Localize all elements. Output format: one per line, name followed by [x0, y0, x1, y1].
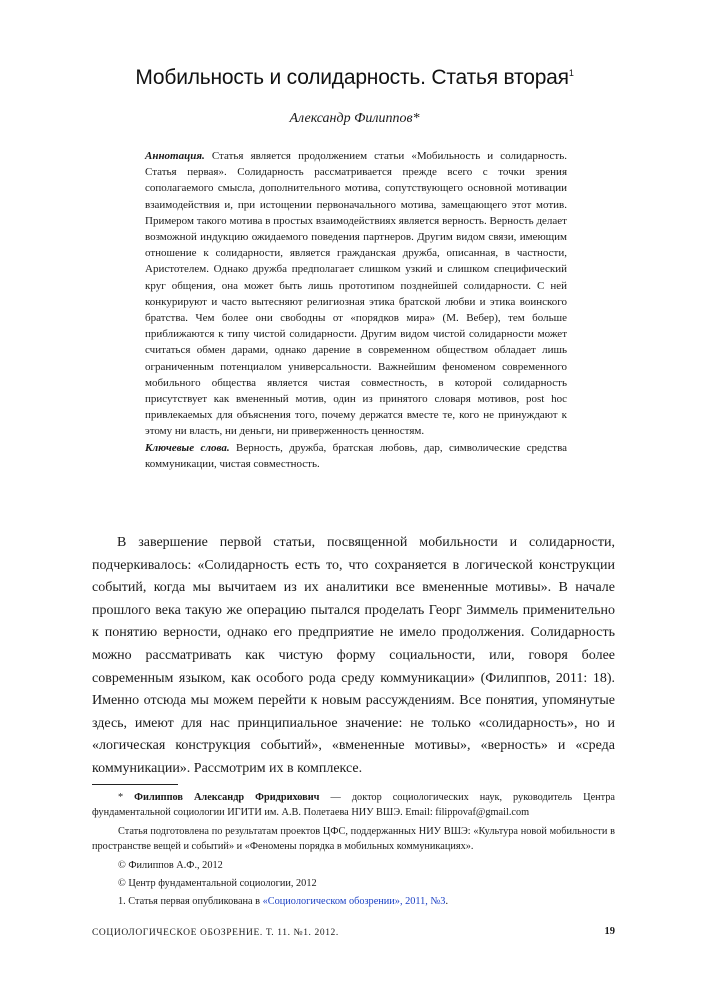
keywords-text: Верность, дружба, братская любовь, дар, символические средства коммуникации, чистая совместность. — [145, 441, 567, 470]
keywords-label: Ключевые слова. — [145, 441, 230, 454]
footnote-1-suffix: . — [445, 896, 449, 908]
footnote-author — [92, 790, 615, 821]
abstract-text: Статья является продолжением статьи «Мобильность и солидарность. Статья первая». Солидарность рассматривается прежде всего с точки зрения сополагаемого смысла, дополнительного мотива, сопутствующего основной мотивации взаимодействия и, при истощении первоначального мотива, замещающего этот мотив. Примером такого мотива в простых взаимодействиях является верность. Верность делает возможной индукцию ожидаемого поведения партнеров. Другим видом связи, имеющим отношение к солидарности, является гражданская дружба, описанная, в частности, Аристотелем. Однако дружба предполагает слишком узкий и слишком специфический круг общения, она может быть лишь прототипом позднейшей солидарности. С ней конкурируют и часто вытесняют религиозная этика братской любви и этика воинского братства. Чем более они свободны от «порядков мира» (М. Вебер), тем больше приближаются к типу чистой солидарности. Другим видом чистой солидарности может считаться обмен дарами, однако дарение в современном обществом обладает лишь ограниченным потенциалом универсальности. Важнейшим феноменом современного мобильного общества является чистая совместность, в которой солидарность присутствует как вмененный мотив, один из принятого словаря мотивов, post hoc привлекаемых для объяснения того, почему держатся вместе те, кого не принуждают к этому ни власть, ни деньги, ни приверженность ценностям. — [145, 150, 567, 438]
footnote-funding: Статья подготовлена по результатам проектов ЦФС, поддержанных НИУ ВШЭ: «Культура новой мобильности в пространстве вещей и событий» и «Феномены порядка в мобильных коммуникациях». — [92, 825, 615, 853]
footnote-separator — [92, 784, 178, 785]
footnote-author-name: Филиппов Александр Фридрихович — [134, 792, 320, 803]
abstract — [145, 148, 567, 472]
body-text — [92, 532, 615, 781]
title-footnote-mark[interactable]: 1 — [568, 68, 574, 78]
title-text: Мобильность и солидарность. Статья вторая — [135, 66, 569, 89]
footnote-1-prefix: 1. Статья первая опубликована в — [118, 896, 263, 908]
footnote-1-link[interactable]: «Социологическом обозрении», 2011, №3 — [262, 896, 446, 908]
footnote-author-info: — доктор социологических наук, руководитель Центра фундаментальной социологии ИГИТИ им. А.В. Полетаева НИУ ВШЭ. Email: filippovaf@gmail.com — [92, 792, 616, 819]
footnote-1 — [92, 894, 615, 909]
page-number: 19 — [604, 926, 615, 937]
footnote-copyright-author: © Филиппов А.Ф., 2012 — [118, 859, 223, 871]
abstract-label: Аннотация. — [145, 150, 205, 162]
page-title — [90, 66, 619, 90]
footnote-copyright-center: © Центр фундаментальной социологии, 2012 — [118, 878, 317, 890]
author-name: Александр Филиппов* — [289, 111, 420, 126]
running-footer: СОЦИОЛОГИЧЕСКОЕ ОБОЗРЕНИЕ. Т. 11. №1. 2012. — [92, 928, 339, 938]
footnote-author-mark: * — [118, 792, 124, 803]
footnotes — [92, 790, 615, 913]
abstract-paragraph — [145, 148, 567, 440]
keywords-paragraph — [145, 440, 567, 472]
body-paragraph: В завершение первой статьи, посвященной мобильности и солидарности, подчеркивалось: «Солидарность есть то, что сохраняется в логической конструкции событий, когда мы вычитаем из их аналитики все вмененные мотивы». В начале прошлого века такую же операцию пытался проделать Георг Зиммель применительно к понятию верности, однако его предприятие не имело продолжения. Солидарность можно рассматривать как чистую форму социальности, или, говоря более современным языком, как особого рода среду коммуникации» (Филиппов, 2011: 18). Именно отсюда мы можем перейти к новым рассуждениям. Все понятия, упомянутые здесь, имеют для нас принципиальное значение: не только «солидарность», но и «логическая конструкция событий», «вмененные мотивы», «верность» и «среда коммуникации». Рассмотрим их в комплексе. — [92, 535, 615, 776]
